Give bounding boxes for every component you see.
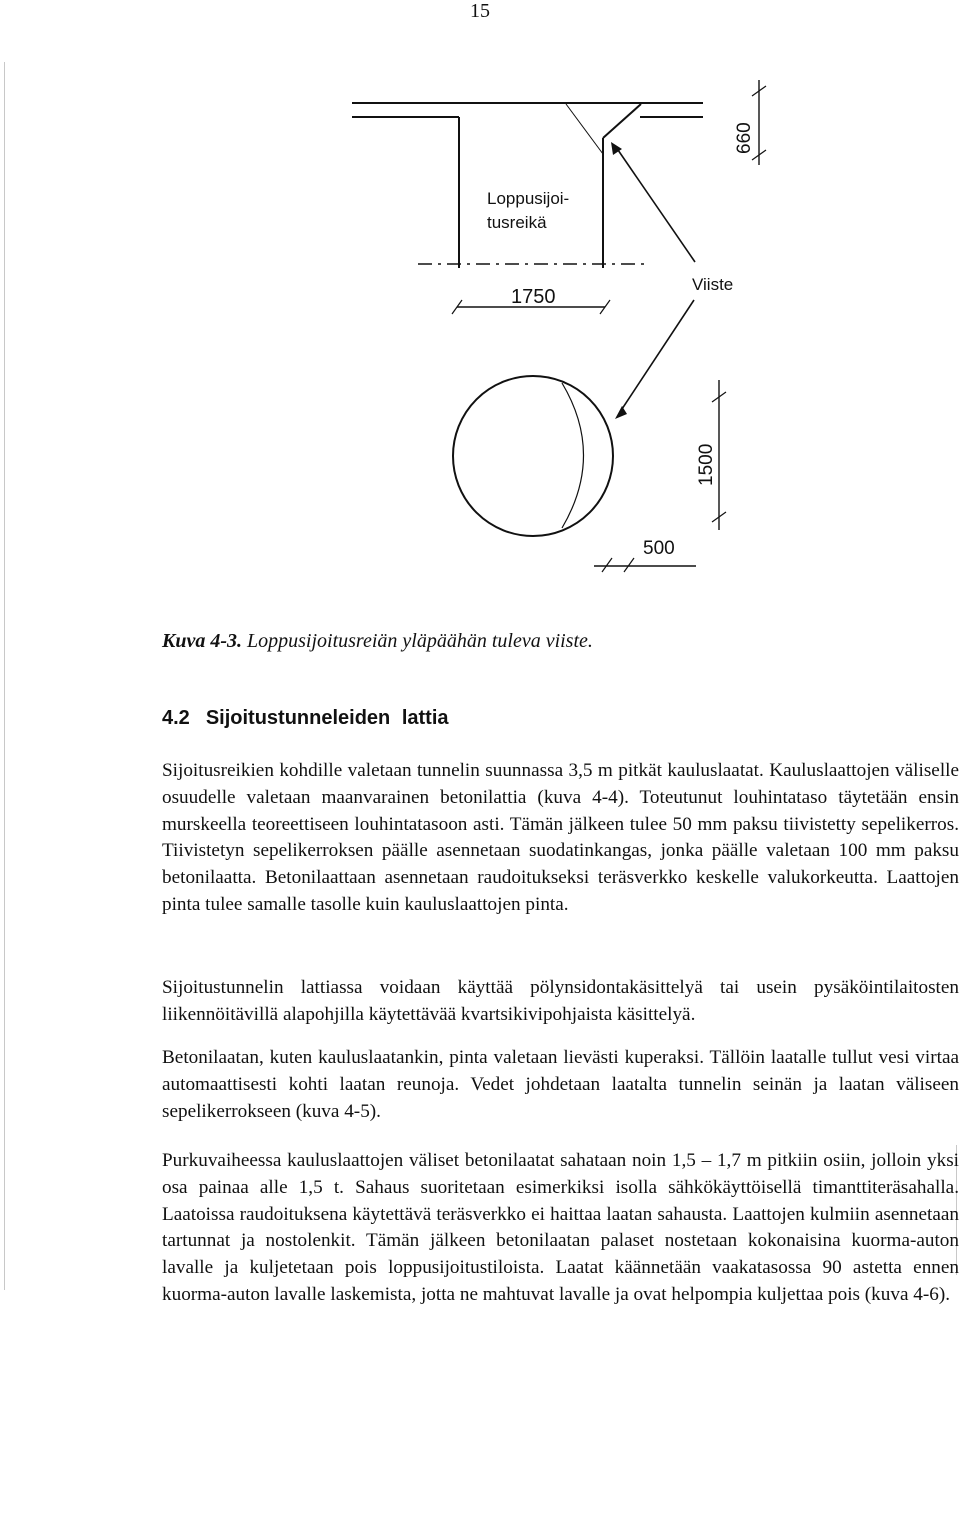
- section-heading: [162, 707, 449, 730]
- dim-label-660: 660: [734, 122, 755, 154]
- caption-text: Loppusijoitusreiän yläpäähän tuleva viiste.: [247, 630, 593, 652]
- hole-circle: [453, 376, 613, 536]
- page-number: 15: [470, 0, 490, 22]
- dim-label-1750: 1750: [511, 286, 556, 308]
- leader-line-top: [618, 150, 695, 262]
- bevel-line: [603, 104, 641, 138]
- hole-label-line2: tusreikä: [487, 213, 547, 232]
- caption-number: Kuva 4-3.: [162, 630, 242, 652]
- paragraph-demolition: Purkuvaiheessa kauluslaattojen väliset betonilaatat sahataan noin 1,5 – 1,7 m pitkiin osiin, jolloin yksi osa painaa alle 1,5 t. Sahaus suoritetaan esimerkiksi isolla sähkökäyttöisellä timanttiteräsahalla. Laatoissa raudoituksena käytettävä teräsverkko ei haittaa laatan sahausta. Laattojen kulmiin asennetaan tartunnat ja nostolenkit. Tämän jälkeen betonilaatan palaset nostetaan kokonaisina kuorma-auton lavalle ja kuljetetaan pois loppusijoitustiloista. Laatat käännetään vaakatasossa 90 astetta ennen kuorma-auton lavalle laskemista, jotta ne mahtuvat lavalle ja ovat helpompia kuljettaa pois (kuva 4-6).: [162, 1150, 959, 1305]
- figure-caption: [162, 630, 593, 653]
- bevel-thin-line: [566, 104, 603, 154]
- dim-label-500: 500: [643, 538, 675, 559]
- hole-label-line1: Loppusijoi-: [487, 189, 570, 208]
- leader-arrow-bottom: [615, 406, 627, 419]
- bevel-arc: [562, 383, 584, 528]
- bevel-drawing: [0, 0, 960, 620]
- leader-line-bottom: [620, 300, 694, 412]
- dim-label-1500: 1500: [696, 443, 717, 486]
- paragraph-convex-surface: Betonilaatan, kuten kauluslaatankin, pinta valetaan lievästi kuperaksi. Tällöin laatalle tullut vesi virtaa automaattisesti kohti laatan reunoja. Vedet johdetaan laatalta tunnelin seinän ja laatan väliseen sepelikerrokseen (kuva 4-5).: [162, 1047, 959, 1122]
- section-number: 4.2: [162, 707, 190, 729]
- paragraph-dust-treatment: Sijoitustunnelin lattiassa voidaan käyttää pölynsidontakäsittelyä tai usein pysäköintilaitosten liikennöitävillä alapohjilla käytettävää kvartsikivipohjaista käsittelyä.: [162, 977, 959, 1025]
- bevel-label: Viiste: [692, 275, 734, 294]
- section-title: Sijoitustunneleiden lattia: [205, 707, 449, 729]
- paragraph-floor-structure: Sijoitusreikien kohdille valetaan tunnelin suunnassa 3,5 m pitkät kauluslaatat. Kauluslaattojen väliselle osuudelle valetaan maanvarainen betonilattia (kuva 4-4). Toteutunut louhintataso täytetään ensin murskeella teoreettiseen louhintatasoon asti. Tämän jälkeen tulee 50 mm paksu tiivistetty sepelikerros. Tiivistetyn sepelikerroksen päälle asennetaan suodatinkangas, jonka päälle valetaan 100 mm paksu betonilaatta. Betonilaattaan asennetaan raudoitukseksi teräsverkko keskelle valukorkeutta. Laattojen pinta tulee samalle tasolle kuin kauluslaattojen pinta.: [162, 760, 959, 915]
